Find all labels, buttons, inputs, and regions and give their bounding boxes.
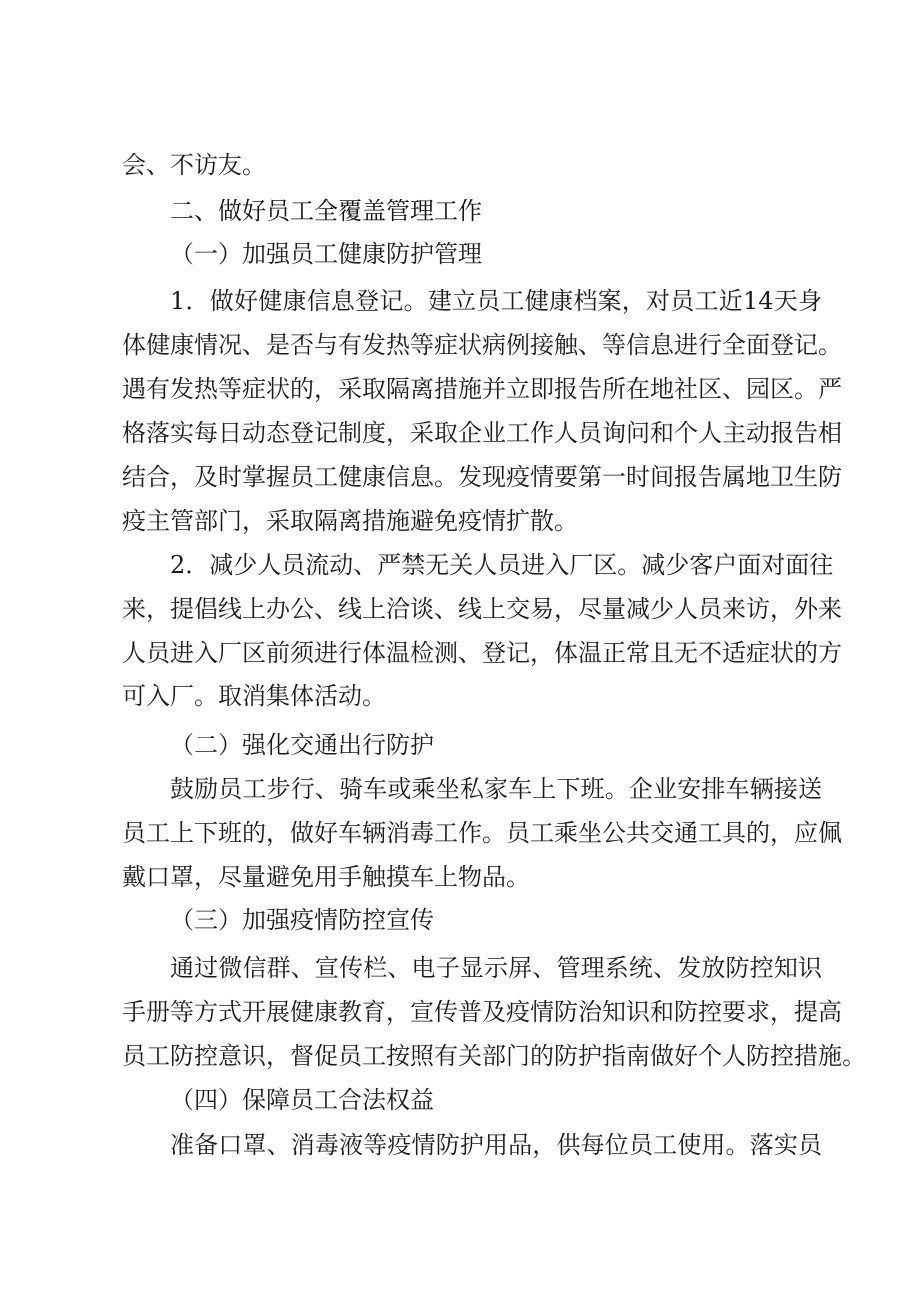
paragraph-line: 员工防控意识，督促员工按照有关部门的防护指南做好个人防控措施。 [122, 1042, 866, 1070]
paragraph-line: 鼓励员工步行、骑车或乘坐私家车上下班。企业安排车辆接送 [170, 775, 822, 803]
paragraph-line: 疫主管部门，采取隔离措施避免疫情扩散。 [122, 507, 578, 535]
paragraph-line: 戴口罩，尽量避免用手触摸车上物品。 [122, 863, 530, 891]
paragraph-line: 员工上下班的，做好车辆消毒工作。员工乘坐公共交通工具的，应佩 [122, 819, 842, 847]
paragraph-line: 准备口罩、消毒液等疫情防护用品，供每位员工使用。落实员 [170, 1131, 822, 1159]
paragraph-line: 体健康情况、是否与有发热等症状病例接触、等信息进行全面登记。 [122, 331, 842, 359]
paragraph-line: 2．减少人员流动、严禁无关人员进入厂区。减少客户面对面往 [170, 551, 834, 579]
text-line: 会、不访友。 [122, 151, 266, 179]
paragraph-line: 来，提倡线上办公、线上洽谈、线上交易，尽量减少人员来访，外来 [122, 595, 842, 623]
paragraph-line: 1．做好健康信息登记。建立员工健康档案，对员工近14天身 [170, 287, 822, 315]
paragraph-line: 人员进入厂区前须进行体温检测、登记，体温正常且无不适症状的方 [122, 639, 842, 667]
paragraph-line: 格落实每日动态登记制度，采取企业工作人员询问和个人主动报告相 [122, 419, 842, 447]
paragraph-line: 手册等方式开展健康教育，宣传普及疫情防治知识和防控要求，提高 [122, 998, 842, 1026]
paragraph-line: 可入厂。取消集体活动。 [122, 682, 386, 710]
paragraph-line: 通过微信群、宣传栏、电子显示屏、管理系统、发放防控知识 [170, 954, 822, 982]
subsection-heading: （三）加强疫情防控宣传 [170, 906, 434, 934]
subsection-heading: （一）加强员工健康防护管理 [170, 240, 482, 268]
subsection-heading: （二）强化交通出行防护 [170, 731, 434, 759]
subsection-heading: （四）保障员工合法权益 [170, 1086, 434, 1114]
section-heading: 二、做好员工全覆盖管理工作 [170, 197, 482, 225]
paragraph-line: 结合，及时掌握员工健康信息。发现疫情要第一时间报告属地卫生防 [122, 463, 842, 491]
paragraph-line: 遇有发热等症状的，采取隔离措施并立即报告所在地社区、园区。严 [122, 375, 842, 403]
